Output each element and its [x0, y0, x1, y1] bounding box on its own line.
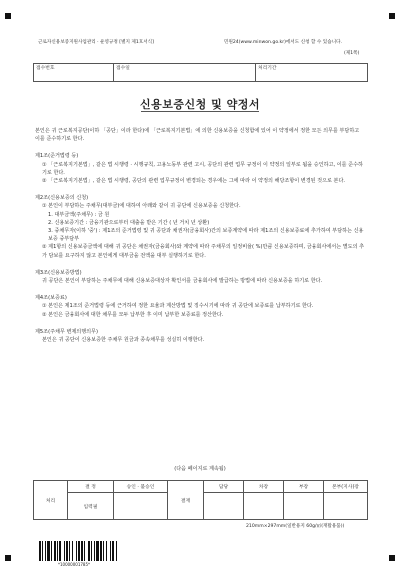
- agreement-body: [35, 127, 365, 344]
- processing-period-label: 처리기간: [258, 66, 277, 71]
- receipt-date-cell[interactable]: [114, 64, 256, 82]
- role-cell-staff: [204, 481, 244, 493]
- input-done-value-cell[interactable]: [114, 493, 168, 520]
- signature-box-deputy[interactable]: [244, 493, 284, 520]
- process-label: 처리: [45, 498, 56, 504]
- article-4: [35, 294, 365, 319]
- article-3-text: 귀 공단은 본인이 부담하는 주채무에 대해 신용보증대상자 확인서를 금융회사에 발급하는 방법에 따라 신용보증을 하기로 한다.: [42, 278, 323, 285]
- role-cell-deputy: [244, 481, 284, 493]
- document-title: 신용보증신청 및 약정서: [140, 98, 260, 111]
- page-mark: (제1쪽): [344, 51, 360, 56]
- paper-size-note: 210mm×297mm(일반용지 60g/㎡(재활용품)): [246, 524, 345, 529]
- intro-paragraph: 본인은 귀 근로복지공단(이하 「공단」이라 한다)에 「근로복지기본법」에 의한 신용보증을 신청함에 있어 이 약정에서 정한 모든 의무를 부담하고 이를 준수하기로 한다.: [35, 128, 361, 143]
- sign-label: 결재: [180, 498, 191, 504]
- processing-period-cell[interactable]: [256, 64, 368, 82]
- article-4-item-1: ① 본인은 제1조의 준거법령 등에 근거하여 정한 요율과 계산방법 및 징수시기에 따라 귀 공단에 보증료를 납부하기로 한다.: [42, 303, 314, 310]
- receipt-number-cell[interactable]: [34, 64, 114, 82]
- signature-box-director[interactable]: [324, 493, 368, 520]
- form-header-right: 민원24(www.minwon.go.kr)에서도 신청 할 수 있습니다.: [224, 40, 342, 45]
- article-1-item-2: ② 「근로복지기본법」, 같은 법 시행령, 공단의 관련 업무규정이 변경되는 경우에는 그에 따라 이 약정의 해당조항이 변경된 것으로 본다.: [42, 178, 346, 185]
- sign-cell: [168, 481, 204, 520]
- article-1-item-1: ① 「근로복지기본법」, 같은 법 시행령 · 시행규칙, 고용노동부 관련 고시, 공단의 관련 업무 규정이 이 약정의 일부로 됨을 승인하고, 이를 준수하기로 한다.: [42, 161, 363, 176]
- registration-mark-bottom-left: [5, 555, 11, 561]
- continued-note: (다음 페이지로 계속됨): [174, 466, 226, 472]
- article-3-title: 제3조(신용보증방법): [35, 269, 82, 276]
- role-cell-director: [324, 481, 368, 493]
- article-2: [35, 194, 365, 260]
- article-4-item-2: ② 본인은 금융회사에 대한 채무를 모두 납부한 후 이미 납부한 보증료를 정산한다.: [42, 311, 224, 318]
- article-4-title: 제4조(보증료): [35, 295, 67, 302]
- article-1-title: 제1조(준거법령 등): [35, 153, 79, 160]
- decision-cell: [68, 481, 114, 493]
- receipt-number-label: 접수번호: [36, 66, 55, 71]
- article-5-title: 제5조(주채무 변제의행의무): [35, 328, 98, 335]
- article-3: [35, 269, 365, 285]
- article-5-text: 본인은 귀 공단이 신용보증한 주채무 원금과 종속채무를 성실히 이행한다.: [42, 337, 205, 344]
- role-label-director: 본부(지사)장: [332, 485, 359, 490]
- article-5: [35, 328, 365, 344]
- role-label-staff: 담당: [218, 485, 229, 490]
- input-done-cell: [68, 493, 114, 520]
- form-header-left: 근로자신용보증지원사업관리 · 운영규정 [별지 제1호서식]: [38, 40, 154, 45]
- approve-reject-cell[interactable]: [114, 481, 168, 493]
- title-underline: [141, 111, 259, 112]
- role-label-manager: 부장: [298, 485, 309, 490]
- article-2-guarantee-period: 2. 신용보증기간 : 금융기관으로부터 대출을 받은 기간 ( 년 거치 년 상환): [48, 219, 210, 226]
- article-2-loan-amount: 1. 대부금액(주채무) : 금 원: [48, 211, 110, 218]
- article-2-item-2: ② 제1항의 신용보증금액에 대해 귀 공단은 채권자(금융회사)와 계약에 따라 주채무의 일정비율( %)만큼 신용보증하며, 금융회사에서는 별도의 추가 담보를 요구하지 않고 본인에게 대부금을 전액을 대부 실행하기로 한다.: [42, 244, 365, 259]
- signature-box-staff[interactable]: [204, 493, 244, 520]
- article-2-co-debtor: 3. 중채무자(이하 '중') : 제1조의 준거법령 및 귀 공단과 채권자(금융회사)간의 보증계약에 따라 제1조의 신용보증료에 추가하여 부담하는 신용보증 중부담부: [48, 228, 364, 243]
- registration-mark-bottom-right: [389, 555, 395, 561]
- role-cell-manager: [284, 481, 324, 493]
- barcode-number: *10000001785*: [58, 562, 90, 567]
- process-cell: [34, 481, 68, 520]
- registration-mark-top-left: [5, 13, 11, 19]
- approval-table: [33, 480, 368, 520]
- receipt-table: [33, 63, 368, 82]
- decision-label: 결 정: [85, 485, 96, 490]
- signature-box-manager[interactable]: [284, 493, 324, 520]
- registration-mark-top-right: [389, 13, 395, 19]
- barcode-image: [39, 541, 135, 561]
- role-label-deputy: 차장: [258, 485, 269, 490]
- receipt-date-label: 접수일: [116, 66, 130, 71]
- article-2-title: 제2조(신용보증의 신청): [35, 195, 89, 202]
- article-1: [35, 152, 365, 185]
- approve-reject-label: 승인 · 불승인: [126, 485, 155, 490]
- input-done-label: 입력필: [83, 504, 98, 510]
- article-2-item-1: ① 본인이 부담하는 주채무(대부금)에 대하여 아래와 같이 귀 공단에 신용보증을 신청한다.: [42, 203, 241, 210]
